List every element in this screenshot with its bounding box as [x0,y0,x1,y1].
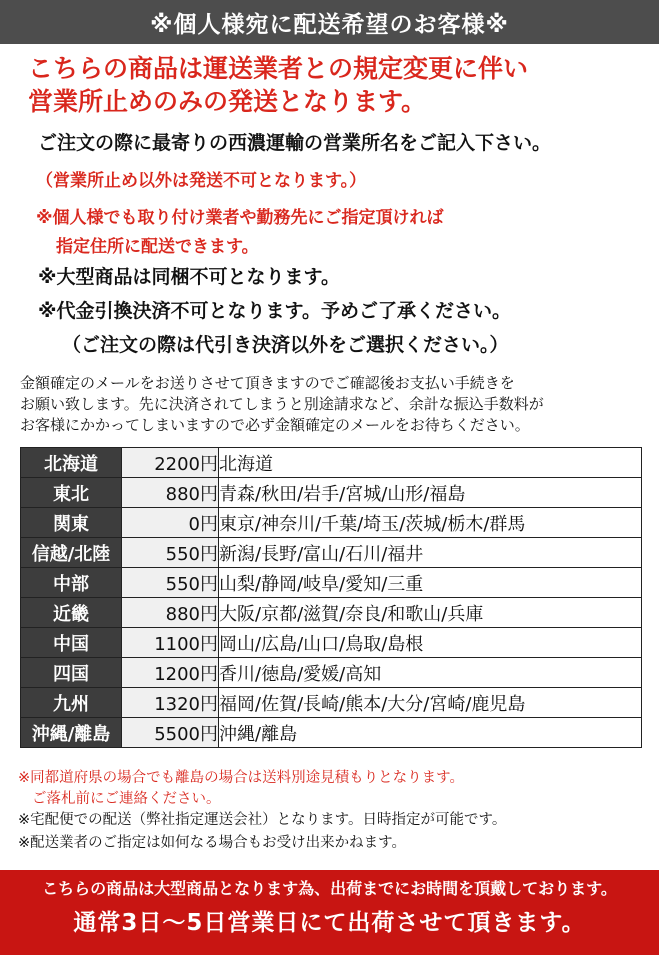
region-cell: 九州 [21,688,122,718]
notice-instruction: ご注文の際に最寄りの西濃運輸の営業所名をご記入下さい。 [38,132,552,154]
top-banner [0,0,659,44]
prefectures-cell: 山梨/静岡/岐阜/愛知/三重 [219,568,642,598]
table-row [21,508,642,538]
price-cell: 5500円 [122,718,219,748]
table-row [21,568,642,598]
prefectures-cell: 岡山/広島/山口/鳥取/島根 [219,628,642,658]
table-row [21,478,642,508]
region-cell: 北海道 [21,448,122,478]
payment-text-2: お願い致します。先に決済されてしまうと別途請求など、余計な振込手数料が [20,395,544,413]
price-cell: 2200円 [122,448,219,478]
prefectures-cell: 青森/秋田/岩手/宮城/山形/福島 [219,478,642,508]
bottom-banner-line-1: こちらの商品は大型商品となります為、出荷までにお時間を頂戴しております。 [42,879,617,898]
payment-text-3: お客様にかかってしまいますので必ず金額確定のメールをお待ちください。 [20,416,530,434]
region-cell: 四国 [21,658,122,688]
table-row [21,658,642,688]
table-row [21,718,642,748]
bottom-banner [0,870,659,955]
prefectures-cell: 北海道 [219,448,642,478]
notice-red-line-1: こちらの商品は運送業者との規定変更に伴い [28,54,529,83]
table-row [21,448,642,478]
region-cell: 信越/北陸 [21,538,122,568]
notice-red-line-2: 営業所止めのみの発送となります。 [28,87,427,116]
prefectures-cell: 東京/神奈川/千葉/埼玉/茨城/栃木/群馬 [219,508,642,538]
table-row [21,688,642,718]
price-cell: 550円 [122,568,219,598]
notice-black-note-2: ※代金引換決済不可となります。予めご了承ください。 [38,300,511,322]
note-black-2: ※配送業者のご指定は如何なる場合もお受け出来かねます。 [18,835,406,851]
price-cell: 1320円 [122,688,219,718]
price-cell: 1100円 [122,628,219,658]
table-row [21,598,642,628]
note-black-1: ※宅配便での配送（弊社指定運送会社）となります。日時指定が可能です。 [18,812,507,828]
region-cell: 関東 [21,508,122,538]
region-cell: 中国 [21,628,122,658]
price-cell: 880円 [122,478,219,508]
region-cell: 沖縄/離島 [21,718,122,748]
note-red-1: ※同都道府県の場合でも離島の場合は送料別途見積もりとなります。 [18,770,464,786]
price-cell: 880円 [122,598,219,628]
shipping-rate-table [20,447,642,748]
payment-text-1: 金額確定のメールをお送りさせて頂きますのでご確認後お支払い手続きを [20,374,515,392]
table-row [21,538,642,568]
table-row [21,628,642,658]
prefectures-cell: 福岡/佐賀/長崎/熊本/大分/宮崎/鹿児島 [219,688,642,718]
price-cell: 0円 [122,508,219,538]
price-cell: 1200円 [122,658,219,688]
prefectures-cell: 新潟/長野/富山/石川/福井 [219,538,642,568]
banner-title: ※個人様宛に配送希望のお客様※ [150,11,509,38]
notice-black-note-1: ※大型商品は同梱不可となります。 [38,266,340,288]
bottom-banner-line-2: 通常3日～5日営業日にて出荷させて頂きます。 [73,910,586,936]
prefectures-cell: 沖縄/離島 [219,718,642,748]
region-cell: 中部 [21,568,122,598]
notice-red-note-1: ※個人様でも取り付け業者や勤務先にご指定頂ければ [36,208,444,228]
region-cell: 東北 [21,478,122,508]
notice-black-paren: （ご注文の際は代引き決済以外をご選択ください。） [62,334,509,356]
region-cell: 近畿 [21,598,122,628]
prefectures-cell: 大阪/京都/滋賀/奈良/和歌山/兵庫 [219,598,642,628]
notice-red-paren: （営業所止め以外は発送不可となります。） [36,171,367,191]
notice-red-note-2: 指定住所に配送できます。 [56,237,259,257]
note-red-2: ご落札前にご連絡ください。 [32,791,221,807]
price-cell: 550円 [122,538,219,568]
prefectures-cell: 香川/徳島/愛媛/高知 [219,658,642,688]
